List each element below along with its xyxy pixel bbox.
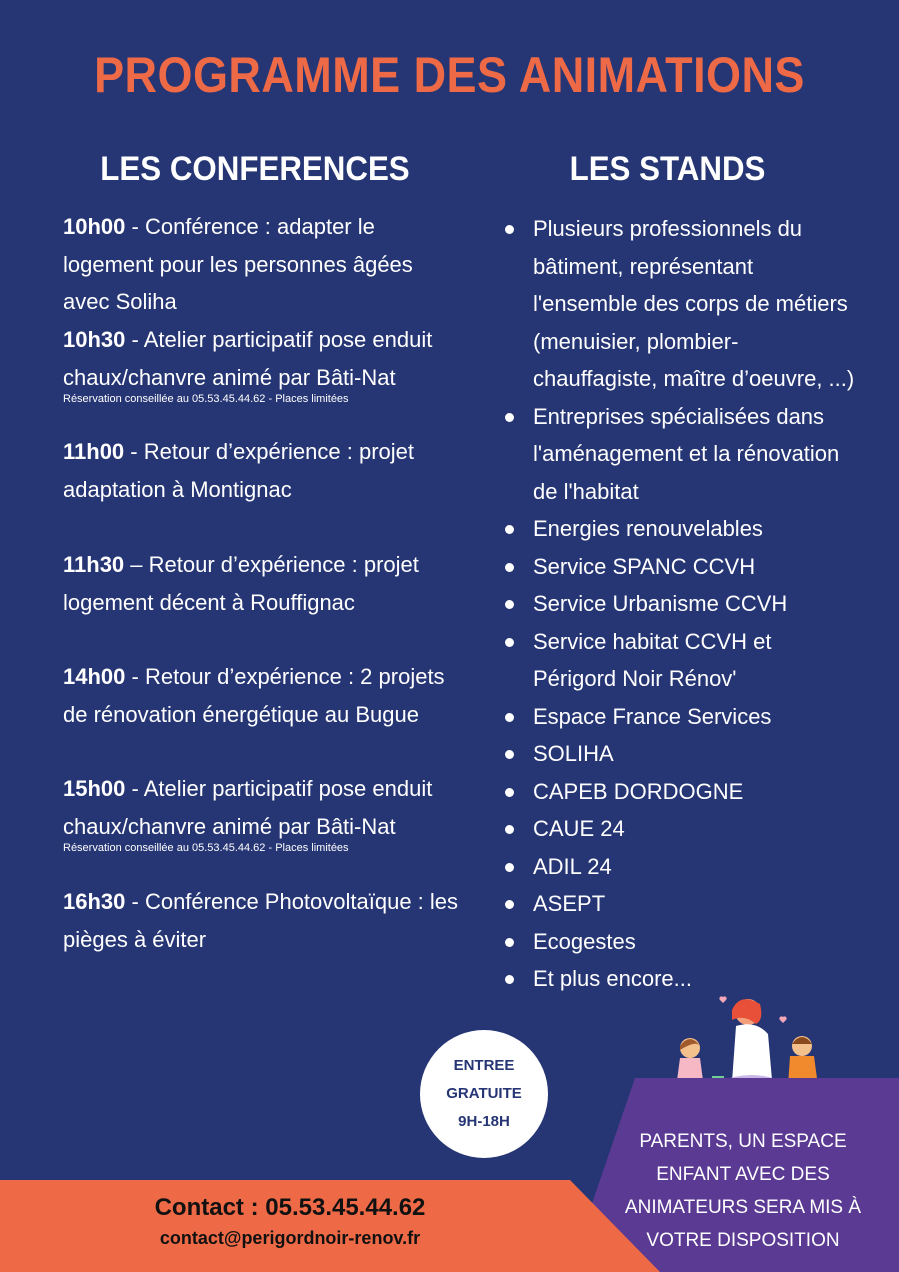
contact-email: contact@perigordnoir-renov.fr — [159, 1228, 421, 1248]
conference-time: 16h30 — [63, 889, 126, 914]
list-item — [505, 735, 855, 773]
conference-item — [63, 208, 463, 321]
conference-time: 14h00 — [63, 664, 126, 689]
conference-description: – Retour d’expérience : projet logement décent à Rouffignac — [63, 552, 419, 615]
stand-label: Espace France Services — [533, 703, 772, 729]
bullet-icon — [505, 975, 514, 984]
stand-label: Entreprises spécialisées dans l'aménagement et la rénovation de l'habitat — [533, 403, 840, 504]
list-item — [505, 773, 855, 811]
conference-time: 11h30 — [63, 552, 125, 577]
stand-label: ASEPT — [533, 891, 606, 916]
conference-description: - Conférence : adapter le logement pour les personnes âgées avec Soliha — [63, 214, 413, 314]
list-item — [505, 623, 855, 698]
conference-time: 15h00 — [63, 776, 126, 801]
list-item — [505, 698, 855, 736]
bullet-icon — [505, 713, 514, 722]
bullet-icon — [505, 825, 514, 834]
entry-line: ENTREE — [453, 1057, 515, 1074]
list-item — [505, 398, 855, 511]
stand-label: Energies renouvelables — [533, 516, 763, 541]
stand-label: Service habitat CCVH et Périgord Noir Rénov' — [533, 628, 772, 691]
entry-badge — [420, 1030, 548, 1158]
list-item — [505, 810, 855, 848]
bullet-icon — [505, 863, 514, 872]
conference-description: - Retour d’expérience : 2 projets de rénovation énergétique au Bugue — [63, 664, 445, 727]
bullet-icon — [505, 638, 514, 647]
conferences-heading: LES CONFERENCES — [100, 150, 410, 188]
conference-time: 10h30 — [63, 327, 126, 352]
conference-note: Réservation conseillée au 05.53.45.44.62 - Places limitées — [63, 842, 349, 854]
stand-label: Et plus encore... — [533, 966, 692, 991]
conference-item — [63, 433, 463, 508]
list-item — [505, 210, 855, 398]
entry-line: GRATUITE — [446, 1085, 522, 1102]
mother-shirt — [732, 1024, 772, 1082]
list-item — [505, 548, 855, 586]
heart-icon — [779, 1016, 786, 1023]
conference-description: - Retour d’expérience : projet adaptation à Montignac — [63, 439, 414, 502]
bullet-icon — [505, 225, 514, 234]
stand-label: ADIL 24 — [533, 853, 612, 879]
bullet-icon — [505, 413, 514, 422]
contact-phone: Contact : 05.53.45.44.62 — [154, 1194, 426, 1221]
entry-hours: 9H-18H — [458, 1113, 510, 1130]
stand-label: CAUE 24 — [533, 816, 625, 841]
stands-list — [505, 210, 855, 998]
stand-label: Service SPANC CCVH — [533, 553, 756, 579]
conference-description: - Atelier participatif pose enduit chaux/chanvre animé par Bâti-Nat — [63, 327, 433, 390]
stands-heading: LES STANDS — [569, 150, 766, 188]
bullet-icon — [505, 750, 514, 759]
bullet-icon — [505, 563, 514, 572]
list-item — [505, 510, 855, 548]
stand-label: Service Urbanisme CCVH — [533, 591, 788, 616]
heart-icon — [719, 996, 726, 1003]
stand-label: SOLIHA — [533, 741, 614, 766]
conference-time: 10h00 — [63, 214, 126, 239]
conference-item — [63, 658, 463, 733]
conference-item — [63, 546, 463, 621]
bullet-icon — [505, 938, 514, 947]
conference-item — [63, 770, 463, 855]
list-item — [505, 885, 855, 923]
conference-item — [63, 883, 463, 958]
conference-item — [63, 321, 463, 406]
list-item — [505, 848, 855, 886]
list-item — [505, 923, 855, 961]
stand-label: CAPEB DORDOGNE — [533, 778, 744, 804]
stand-label: Ecogestes — [533, 928, 636, 954]
kids-space-text: PARENTS, UN ESPACE ENFANT AVEC DES ANIMATEURS SERA MIS À VOTRE DISPOSITION — [624, 1131, 862, 1251]
conference-note: Réservation conseillée au 05.53.45.44.62 - Places limitées — [63, 393, 349, 405]
conference-description: - Atelier participatif pose enduit chaux/chanvre animé par Bâti-Nat — [63, 776, 433, 839]
conference-time: 11h00 — [63, 439, 125, 464]
bullet-icon — [505, 788, 514, 797]
boy-hair — [792, 1037, 812, 1044]
conference-description: - Conférence Photovoltaïque : les pièges à éviter — [63, 889, 459, 952]
bullet-icon — [505, 900, 514, 909]
bullet-icon — [505, 600, 514, 609]
stand-label: Plusieurs professionnels du bâtiment, représentant l'ensemble des corps de métiers (menuisier, plombier-chauffagiste, maître d’oeuvre, ...) — [533, 216, 855, 391]
list-item — [505, 585, 855, 623]
page-title: PROGRAMME DES ANIMATIONS — [94, 47, 805, 103]
bullet-icon — [505, 525, 514, 534]
